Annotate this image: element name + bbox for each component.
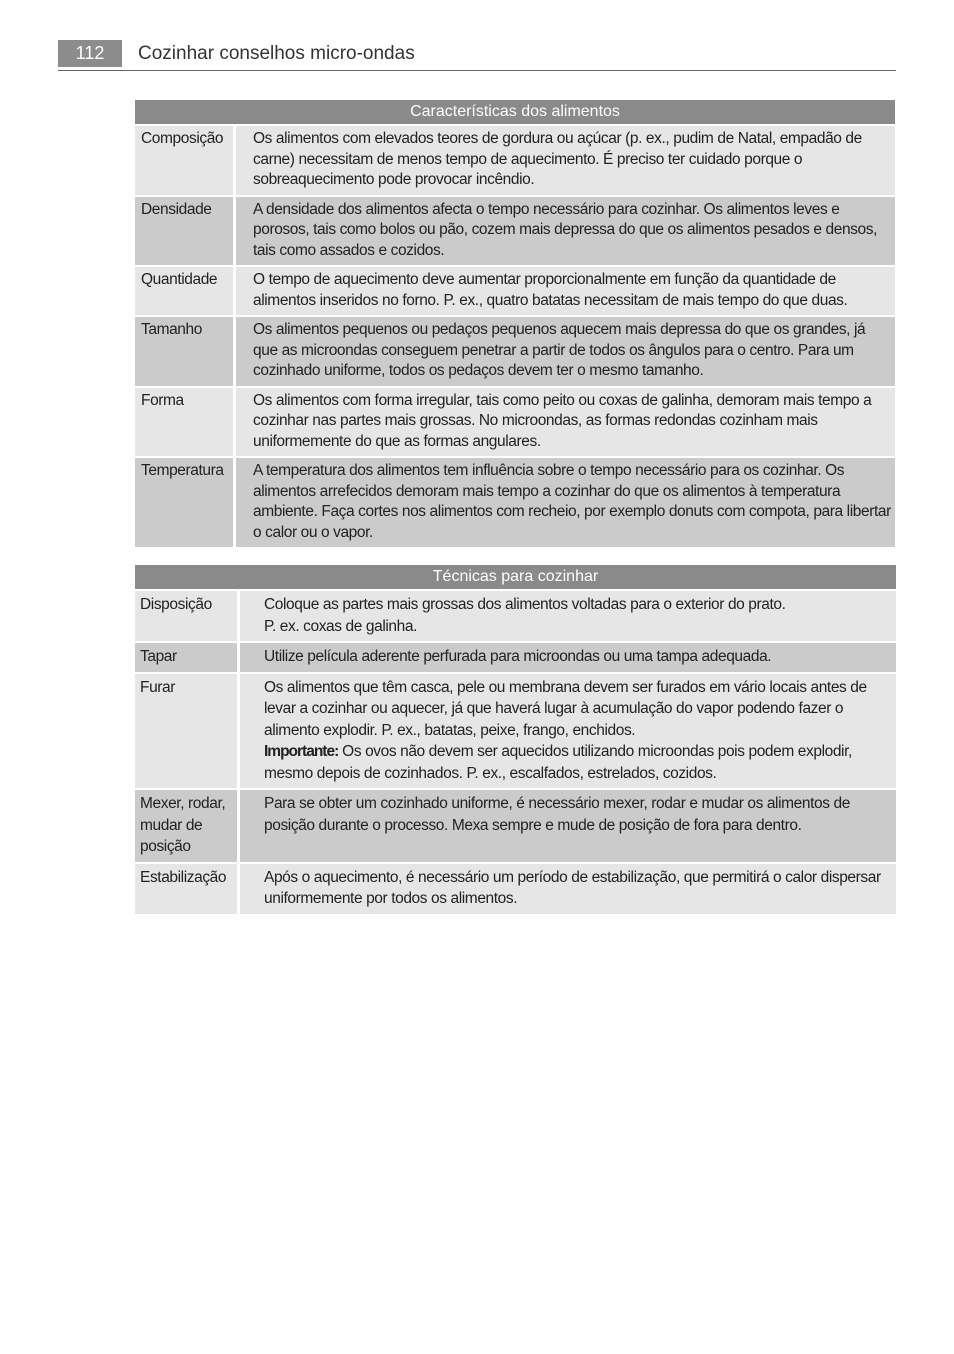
row-label: Estabilização <box>135 864 240 914</box>
row-label: Furar <box>135 674 240 789</box>
table-row <box>135 458 895 547</box>
table-row <box>135 674 896 789</box>
important-text: Os ovos não devem ser aquecidos utilizando microondas pois podem explodir, mesmo depois de cozinhados. P. ex., escalfados, estrelados, cozidos. <box>264 743 852 782</box>
row-text: O tempo de aquecimento deve aumentar proporcionalmente em função da quantidade de alimentos inseridos no forno. P. ex., quatro batatas necessitam de mais tempo do que duas. <box>236 267 895 315</box>
table-row <box>135 864 896 914</box>
page-title: Cozinhar conselhos micro-ondas <box>138 43 415 64</box>
row-label: Tamanho <box>135 317 236 386</box>
table-row <box>135 197 895 266</box>
page-header <box>58 40 896 71</box>
table-row <box>135 267 895 315</box>
important-note <box>264 741 892 784</box>
table-row <box>135 126 895 195</box>
row-text: A temperatura dos alimentos tem influência sobre o tempo necessário para os cozinhar. Os alimentos arrefecidos demoram mais tempo a cozinhar do que os alimentos à temperatura ambiente. Faça cortes nos alimentos com recheio, por exemplo donuts com compota, para libertar o calor ou o vapor. <box>236 458 895 547</box>
row-text <box>240 674 896 789</box>
characteristics-table <box>135 98 895 549</box>
row-label: Mexer, rodar, mudar de posição <box>135 790 240 862</box>
row-text: Os alimentos pequenos ou pedaços pequenos aquecem mais depressa do que os grandes, já que as microondas conseguem penetrar a partir de todos os ângulos para o centro. Para um cozinhado uniforme, todos os pedaços devem ter o mesmo tamanho. <box>236 317 895 386</box>
page-number: 112 <box>58 40 122 67</box>
row-text-line: Coloque as partes mais grossas dos alimentos voltadas para o exterior do prato. <box>264 596 786 613</box>
row-text: A densidade dos alimentos afecta o tempo necessário para cozinhar. Os alimentos leves e porosos, tais como bolos ou pão, cozem mais depressa do que os alimentos pesados e densos, tais como assados e cozidos. <box>236 197 895 266</box>
row-label: Densidade <box>135 197 236 266</box>
row-text-line: Os alimentos que têm casca, pele ou membrana devem ser furados em vário locais antes de levar a cozinhar ou aquecer, já que haverá lugar à acumulação do vapor podendo fazer o alimento explodir. P. ex., batatas, peixe, frango, enchidos. <box>264 678 867 739</box>
techniques-heading: Técnicas para cozinhar <box>135 565 896 589</box>
row-text: Após o aquecimento, é necessário um período de estabilização, que permitirá o calor dispersar uniformemente por todos os alimentos. <box>240 864 896 914</box>
table-row <box>135 388 895 457</box>
row-label: Tapar <box>135 643 240 672</box>
characteristics-heading: Características dos alimentos <box>135 100 895 124</box>
row-label: Disposição <box>135 591 240 641</box>
row-text-line: P. ex. coxas de galinha. <box>264 617 417 635</box>
row-label: Forma <box>135 388 236 457</box>
important-label: Importante: <box>264 743 339 760</box>
row-text: Utilize película aderente perfurada para microondas ou uma tampa adequada. <box>240 643 896 672</box>
table-row <box>135 643 896 672</box>
row-label: Composição <box>135 126 236 195</box>
row-text: Os alimentos com elevados teores de gordura ou açúcar (p. ex., pudim de Natal, empadão de carne) necessitam de menos tempo de aquecimento. É preciso ter cuidado porque o sobreaquecimento pode provocar incêndio. <box>236 126 895 195</box>
techniques-table <box>135 563 896 916</box>
table-row <box>135 790 896 862</box>
row-text <box>240 591 896 641</box>
row-text: Os alimentos com forma irregular, tais como peito ou coxas de galinha, demoram mais tempo a cozinhar nas partes mais grossas. No microondas, as formas redondas cozinham mais uniformemente do que as formas angulares. <box>236 388 895 457</box>
table-row <box>135 591 896 641</box>
row-text: Para se obter um cozinhado uniforme, é necessário mexer, rodar e mudar os alimentos de posição durante o processo. Mexa sempre e mude de posição de fora para dentro. <box>240 790 896 862</box>
row-label: Quantidade <box>135 267 236 315</box>
table-row <box>135 317 895 386</box>
row-label: Temperatura <box>135 458 236 547</box>
